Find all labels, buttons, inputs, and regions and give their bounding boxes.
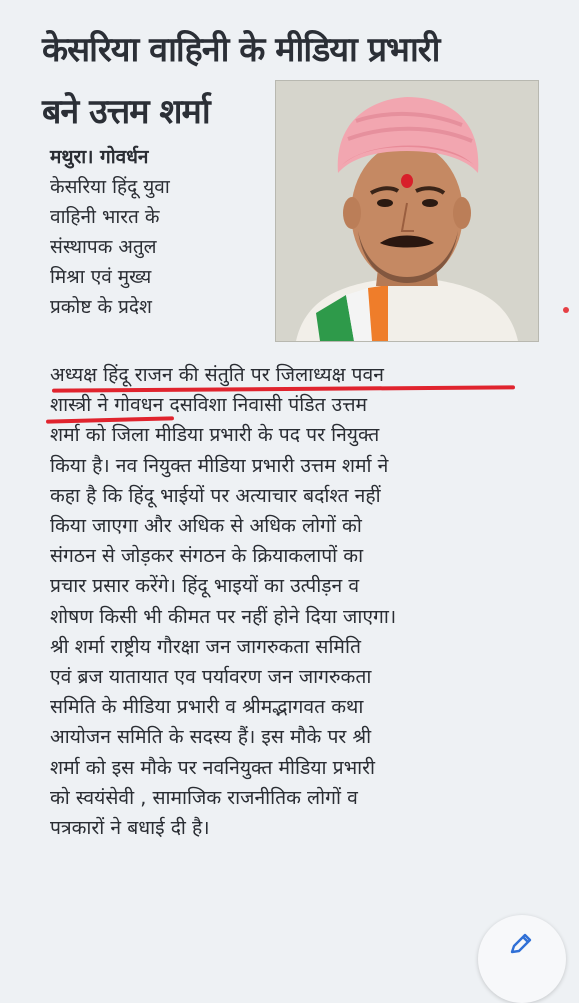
headline-line-1: केसरिया वाहिनी के मीडिया प्रभारी <box>42 30 440 70</box>
body-line-15: को स्वयंसेवी , सामाजिक राजनीतिक लोगों व <box>50 785 358 809</box>
portrait-illustration <box>276 81 538 341</box>
narrow-line-2: केसरिया हिंदू युवा <box>50 176 170 198</box>
portrait-photo <box>275 80 539 342</box>
article-body-narrow <box>50 142 270 322</box>
narrow-line-5: मिश्रा एवं मुख्य <box>50 266 152 288</box>
body-line-14: शर्मा को इस मौके पर नवनियुक्त मीडिया प्रभारी <box>50 755 376 779</box>
article-body-full <box>50 360 560 843</box>
narrow-line-6: प्रकोष्ट के प्रदेश <box>50 296 152 318</box>
narrow-line-4: संस्थापक अतुल <box>50 236 157 258</box>
body-line-7: संगठन से जोड़कर संगठन के क्रियाकलापों का <box>50 544 364 568</box>
body-line-9: शोषण किसी भी कीमत पर नहीं होने दिया जाएगा। <box>50 604 397 628</box>
edit-button[interactable] <box>478 915 566 1003</box>
narrow-line-1: मथुरा। गोवर्धन <box>50 146 149 168</box>
body-line-8: प्रचार प्रसार करेंगे। हिंदू भाइयों का उत्पीड़न व <box>50 574 360 598</box>
body-line-6: किया जाएगा और अधिक से अधिक लोगों को <box>50 514 362 538</box>
body-line-3: शर्मा को जिला मीडिया प्रभारी के पद पर नियुक्त <box>50 423 380 447</box>
body-line-1: अध्यक्ष हिंदू राजन की संतुति पर जिलाध्यक्ष पवन <box>50 363 384 386</box>
body-line-16: पत्रकारों ने बधाई दी है। <box>50 816 210 840</box>
pencil-icon <box>508 931 534 957</box>
body-line-13: आयोजन समिति के सदस्य हैं। इस मौके पर श्री <box>50 725 372 749</box>
body-line-2: शास्त्री ने गोवधन दसविशा निवासी पंडित उत्तम <box>50 393 368 417</box>
body-line-10: श्री शर्मा राष्ट्रीय गौरक्षा जन जागरुकता समिति <box>50 634 361 658</box>
headline-line-2: बने उत्तम शर्मा <box>42 92 210 132</box>
body-line-11: एवं ब्रज यातायात एव पर्यावरण जन जागरुकता <box>50 665 372 689</box>
body-line-12: समिति के मीडिया प्रभारी व श्रीमद्भागवत कथा <box>50 695 364 719</box>
body-line-5: कहा है कि हिंदू भाईयों पर अत्याचार बर्दाश्त नहीं <box>50 483 381 507</box>
red-dot-mark <box>563 307 569 313</box>
narrow-line-3: वाहिनी भारत के <box>50 206 160 228</box>
body-line-4: किया है। नव नियुक्त मीडिया प्रभारी उत्तम शर्मा ने <box>50 453 389 477</box>
